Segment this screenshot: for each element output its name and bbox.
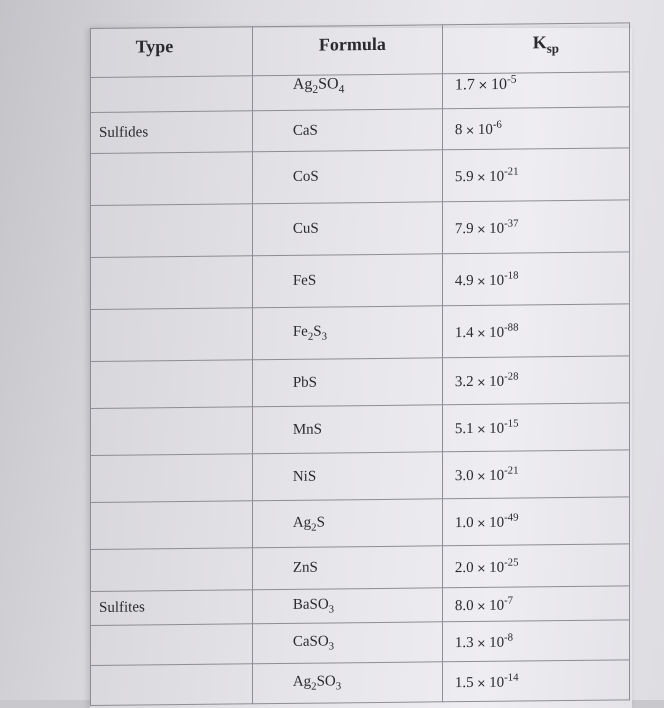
ksp-base: 10 (489, 514, 505, 531)
cell-type (91, 152, 253, 206)
ksp-mantissa: 7.9 (454, 220, 474, 237)
table-row (91, 356, 630, 409)
ksp-times: × (476, 636, 487, 650)
ksp-times: × (476, 422, 487, 436)
formula-element: SO (316, 673, 336, 690)
formula-subscript: 3 (328, 640, 335, 653)
formula-element: PbS (292, 374, 318, 391)
cell-formula (252, 109, 442, 152)
ksp-mantissa: 2.0 (454, 559, 474, 576)
ksp-base: 10 (489, 220, 505, 237)
cell-type (91, 624, 253, 666)
cell-type (91, 360, 253, 409)
cell-formula (252, 306, 442, 360)
cell-formula (252, 202, 442, 256)
ksp-mantissa: 1.0 (454, 514, 474, 532)
ksp-times: × (476, 222, 487, 236)
formula-element: CuS (292, 220, 319, 237)
formula-element: CaS (292, 122, 318, 139)
ksp-base: 10 (489, 324, 505, 341)
table-row (91, 450, 630, 503)
cell-type (91, 501, 253, 550)
cell-ksp (442, 252, 629, 306)
ksp-times: × (476, 469, 487, 483)
ksp-base: 10 (489, 168, 505, 185)
cell-type: Sulfides (91, 111, 253, 154)
ksp-exponent: -15 (504, 417, 519, 430)
ksp-exponent: -25 (504, 556, 519, 569)
ksp-times: × (476, 274, 487, 288)
header-ksp (442, 23, 629, 74)
ksp-mantissa: 3.2 (454, 373, 474, 391)
ksp-table (90, 22, 630, 706)
ksp-exponent: -88 (504, 321, 519, 334)
table-header-row (91, 23, 630, 78)
ksp-times: × (477, 78, 488, 93)
ksp-base: 10 (489, 272, 505, 289)
cell-type (91, 308, 253, 362)
ksp-base: 10 (489, 373, 505, 390)
table-row (91, 544, 630, 592)
ksp-times: × (476, 170, 487, 184)
cell-ksp (442, 620, 629, 662)
ksp-base: 10 (489, 467, 505, 484)
table-row (91, 252, 630, 310)
ksp-mantissa: 8 (454, 122, 463, 139)
header-formula: Formula (252, 25, 442, 76)
table-body (91, 72, 630, 706)
formula-element: CaSO (292, 633, 329, 650)
table-row (91, 72, 630, 113)
ksp-exponent: -21 (504, 464, 519, 477)
ksp-exponent: -6 (492, 118, 502, 131)
ksp-base: 10 (477, 121, 493, 138)
table-row (91, 660, 630, 706)
cell-ksp (442, 72, 629, 109)
ksp-base: 10 (489, 420, 505, 437)
cell-ksp (442, 586, 629, 622)
formula-element: CoS (292, 168, 319, 185)
formula-element: BaSO (292, 596, 329, 613)
ksp-exponent: -14 (504, 671, 519, 684)
cell-type (91, 204, 253, 258)
ksp-exponent: -18 (504, 269, 519, 282)
formula-subscript: 2 (311, 680, 317, 693)
ksp-times: × (476, 561, 487, 575)
formula-subscript: 3 (335, 680, 342, 693)
cell-formula (252, 452, 442, 501)
ksp-exponent: -7 (504, 594, 514, 607)
cell-type (91, 407, 253, 456)
formula-element: Ag (292, 514, 312, 531)
cell-formula (252, 588, 442, 624)
table-row (91, 497, 630, 550)
header-type: Type (91, 27, 253, 78)
cell-type (91, 548, 253, 592)
cell-ksp (442, 497, 629, 546)
formula-element: Fe (292, 323, 308, 340)
formula-subscript: 4 (338, 83, 345, 96)
cell-ksp (442, 200, 629, 254)
table-row (91, 107, 630, 154)
ksp-times: × (465, 123, 475, 138)
ksp-times: × (476, 326, 487, 340)
cell-formula (252, 662, 442, 704)
ksp-base: 10 (489, 597, 505, 614)
cell-type (91, 76, 253, 113)
header-ksp-base: K (532, 32, 547, 53)
cell-formula (252, 546, 442, 590)
ksp-mantissa: 3.0 (454, 467, 474, 485)
ksp-base: 10 (489, 634, 505, 651)
cell-ksp (442, 107, 629, 150)
cell-type (91, 256, 253, 310)
formula-subscript: 2 (311, 521, 317, 534)
cell-type (91, 454, 253, 503)
cell-formula (252, 358, 442, 407)
cell-ksp (442, 544, 629, 588)
ksp-mantissa: 5.9 (454, 168, 474, 185)
ksp-times: × (476, 599, 487, 613)
formula-element: Ag (292, 75, 313, 93)
ksp-times: × (476, 375, 487, 389)
ksp-mantissa: 1.3 (454, 634, 474, 651)
formula-element: SO (318, 75, 339, 93)
ksp-exponent: -5 (506, 73, 517, 86)
cell-ksp (442, 660, 629, 702)
ksp-exponent: -28 (504, 370, 519, 383)
cell-formula (252, 499, 442, 548)
cell-type (91, 664, 253, 706)
table-row (91, 620, 630, 666)
ksp-times: × (476, 676, 487, 690)
ksp-base: 10 (489, 674, 505, 691)
cell-ksp (442, 356, 629, 405)
cell-formula (252, 74, 442, 111)
ksp-mantissa: 5.1 (454, 420, 474, 438)
ksp-mantissa: 1.5 (454, 674, 474, 691)
cell-type: Sulfites (91, 590, 253, 626)
formula-element: S (313, 323, 322, 340)
ksp-exponent: -8 (504, 631, 514, 644)
ksp-mantissa: 8.0 (454, 597, 474, 614)
formula-element: FeS (292, 272, 317, 289)
ksp-mantissa: 1.7 (454, 76, 475, 94)
ksp-exponent: -37 (504, 217, 519, 230)
table-row (91, 304, 630, 362)
cell-ksp (442, 148, 629, 202)
formula-element: ZnS (292, 559, 318, 576)
formula-element: S (316, 514, 325, 531)
formula-element: MnS (292, 421, 323, 438)
formula-subscript: 3 (321, 330, 327, 343)
ksp-exponent: -49 (504, 511, 519, 524)
ksp-times: × (476, 516, 487, 530)
formula-subscript: 2 (312, 83, 319, 96)
formula-subscript: 2 (307, 330, 314, 343)
cell-ksp (442, 403, 629, 452)
formula-element: NiS (292, 468, 317, 485)
formula-element: Ag (292, 673, 312, 690)
cell-formula (252, 622, 442, 664)
ksp-exponent: -21 (504, 165, 519, 178)
table-row (91, 148, 630, 206)
cell-formula (252, 150, 442, 204)
table-row (91, 200, 630, 258)
ksp-mantissa: 4.9 (454, 272, 474, 289)
formula-subscript: 3 (328, 603, 335, 616)
header-ksp-sub: sp (546, 40, 559, 56)
cell-formula (252, 405, 442, 454)
cell-ksp (442, 450, 629, 499)
cell-ksp (442, 304, 629, 358)
table-row (91, 586, 630, 626)
ksp-base: 10 (489, 559, 505, 576)
ksp-base: 10 (490, 75, 507, 94)
table-row (91, 403, 630, 456)
cell-formula (252, 254, 442, 308)
ksp-mantissa: 1.4 (454, 324, 474, 341)
